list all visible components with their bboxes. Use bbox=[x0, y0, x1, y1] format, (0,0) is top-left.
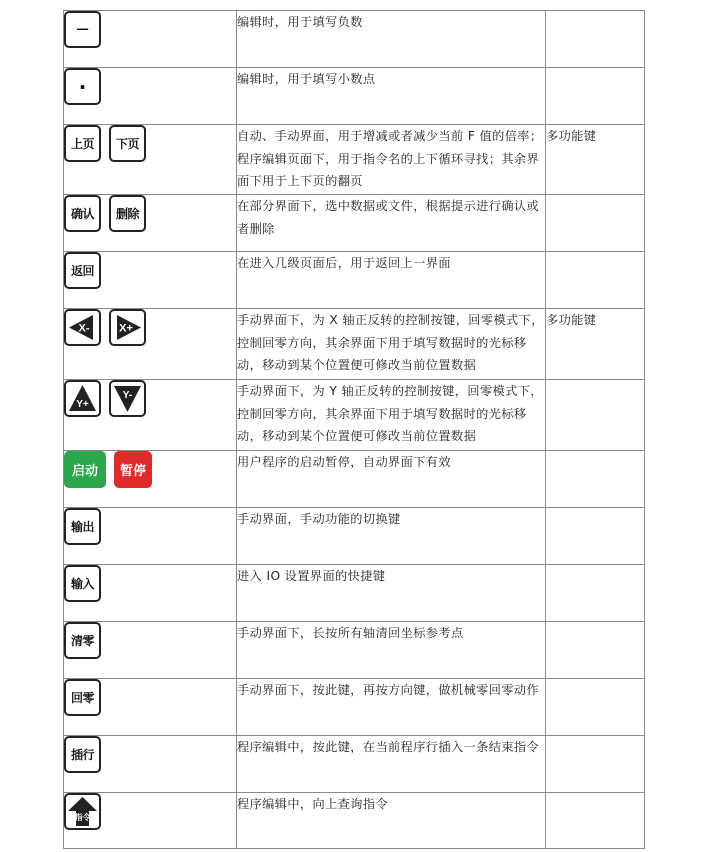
key-description: 手动界面下，为 X 轴正反转的控制按键，回零模式下，控制回零方向，其余界面下用于填写数据时的光标移动，移动到某个位置便可修改当前位置数据 bbox=[237, 309, 546, 380]
instruction-up-label: 指令 bbox=[74, 813, 91, 822]
y-plus-arrow-icon bbox=[66, 382, 99, 415]
key-cell bbox=[64, 11, 237, 68]
key-note: 多功能键 bbox=[546, 125, 645, 195]
key-note: 多功能键 bbox=[546, 309, 645, 380]
key-note bbox=[546, 565, 645, 622]
table-row bbox=[64, 380, 645, 451]
key-description: 编辑时，用于填写负数 bbox=[237, 11, 546, 68]
y-minus-key bbox=[109, 380, 146, 417]
y-minus-arrow-icon bbox=[111, 382, 144, 415]
table-row bbox=[64, 679, 645, 736]
key-description: 程序编辑中，按此键，在当前程序行插入一条结束指令 bbox=[237, 736, 546, 793]
key-cell bbox=[64, 451, 237, 508]
table-row bbox=[64, 736, 645, 793]
key-cell bbox=[64, 622, 237, 679]
insert-line-key: 插行 bbox=[64, 736, 101, 773]
y-minus-label: Y- bbox=[122, 390, 133, 401]
x-plus-label: X+ bbox=[119, 322, 133, 335]
page-down-key: 下页 bbox=[109, 125, 146, 162]
start-key: 启动 bbox=[64, 451, 106, 488]
minus-key: − bbox=[64, 11, 101, 48]
x-minus-label: X- bbox=[78, 322, 90, 335]
key-cell bbox=[64, 565, 237, 622]
table-row bbox=[64, 622, 645, 679]
x-plus-key bbox=[109, 309, 146, 346]
key-description: 在进入几级页面后，用于返回上一界面 bbox=[237, 252, 546, 309]
key-cell bbox=[64, 125, 237, 195]
key-note bbox=[546, 195, 645, 252]
table-row bbox=[64, 252, 645, 309]
key-note bbox=[546, 11, 645, 68]
key-cell bbox=[64, 736, 237, 793]
return-zero-key: 回零 bbox=[64, 679, 101, 716]
key-cell bbox=[64, 309, 237, 380]
key-description: 在部分界面下，选中数据或文件，根据提示进行确认或者删除 bbox=[237, 195, 546, 252]
table-row bbox=[64, 565, 645, 622]
decimal-point-key: · bbox=[64, 68, 101, 105]
up-arrow-icon bbox=[66, 795, 99, 828]
key-note bbox=[546, 380, 645, 451]
key-description: 编辑时，用于填写小数点 bbox=[237, 68, 546, 125]
pause-key: 暂停 bbox=[114, 451, 152, 488]
x-minus-key bbox=[64, 309, 101, 346]
key-cell bbox=[64, 508, 237, 565]
delete-key: 删除 bbox=[109, 195, 146, 232]
y-plus-label: Y+ bbox=[76, 399, 89, 410]
input-key: 输入 bbox=[64, 565, 101, 602]
table-row bbox=[64, 11, 645, 68]
table-row bbox=[64, 309, 645, 380]
table-row bbox=[64, 508, 645, 565]
key-cell bbox=[64, 793, 237, 849]
key-note bbox=[546, 68, 645, 125]
clear-zero-key: 清零 bbox=[64, 622, 101, 659]
key-note bbox=[546, 252, 645, 309]
table-row bbox=[64, 68, 645, 125]
key-description: 手动界面下，按此键，再按方向键，做机械零回零动作 bbox=[237, 679, 546, 736]
key-cell bbox=[64, 380, 237, 451]
key-description: 程序编辑中，向上查询指令 bbox=[237, 793, 546, 849]
x-minus-arrow-icon bbox=[66, 311, 99, 344]
key-description: 手动界面下，为 Y 轴正反转的控制按键，回零模式下，控制回零方向，其余界面下用于填写数据时的光标移动，移动到某个位置便可修改当前位置数据 bbox=[237, 380, 546, 451]
key-description: 自动、手动界面，用于增减或者减少当前 F 值的倍率；程序编辑页面下，用于指令名的上下循环寻找；其余界面下用于上下页的翻页 bbox=[237, 125, 546, 195]
table-row bbox=[64, 195, 645, 252]
key-description: 进入 IO 设置界面的快捷键 bbox=[237, 565, 546, 622]
key-note bbox=[546, 622, 645, 679]
key-description: 手动界面下，长按所有轴清回坐标参考点 bbox=[237, 622, 546, 679]
y-plus-key bbox=[64, 380, 101, 417]
key-note bbox=[546, 451, 645, 508]
key-cell bbox=[64, 68, 237, 125]
key-cell bbox=[64, 252, 237, 309]
x-plus-arrow-icon bbox=[111, 311, 144, 344]
key-note bbox=[546, 508, 645, 565]
key-description: 手动界面，手动功能的切换键 bbox=[237, 508, 546, 565]
return-key: 返回 bbox=[64, 252, 101, 289]
key-note bbox=[546, 736, 645, 793]
key-note bbox=[546, 679, 645, 736]
output-key: 输出 bbox=[64, 508, 101, 545]
instruction-up-key bbox=[64, 793, 101, 830]
table-row bbox=[64, 793, 645, 849]
key-note bbox=[546, 793, 645, 849]
confirm-key: 确认 bbox=[64, 195, 101, 232]
key-cell bbox=[64, 195, 237, 252]
key-description: 用户程序的启动暂停，自动界面下有效 bbox=[237, 451, 546, 508]
table-row bbox=[64, 125, 645, 195]
key-cell bbox=[64, 679, 237, 736]
table-row bbox=[64, 451, 645, 508]
page-up-key: 上页 bbox=[64, 125, 101, 162]
key-function-table bbox=[63, 10, 645, 849]
